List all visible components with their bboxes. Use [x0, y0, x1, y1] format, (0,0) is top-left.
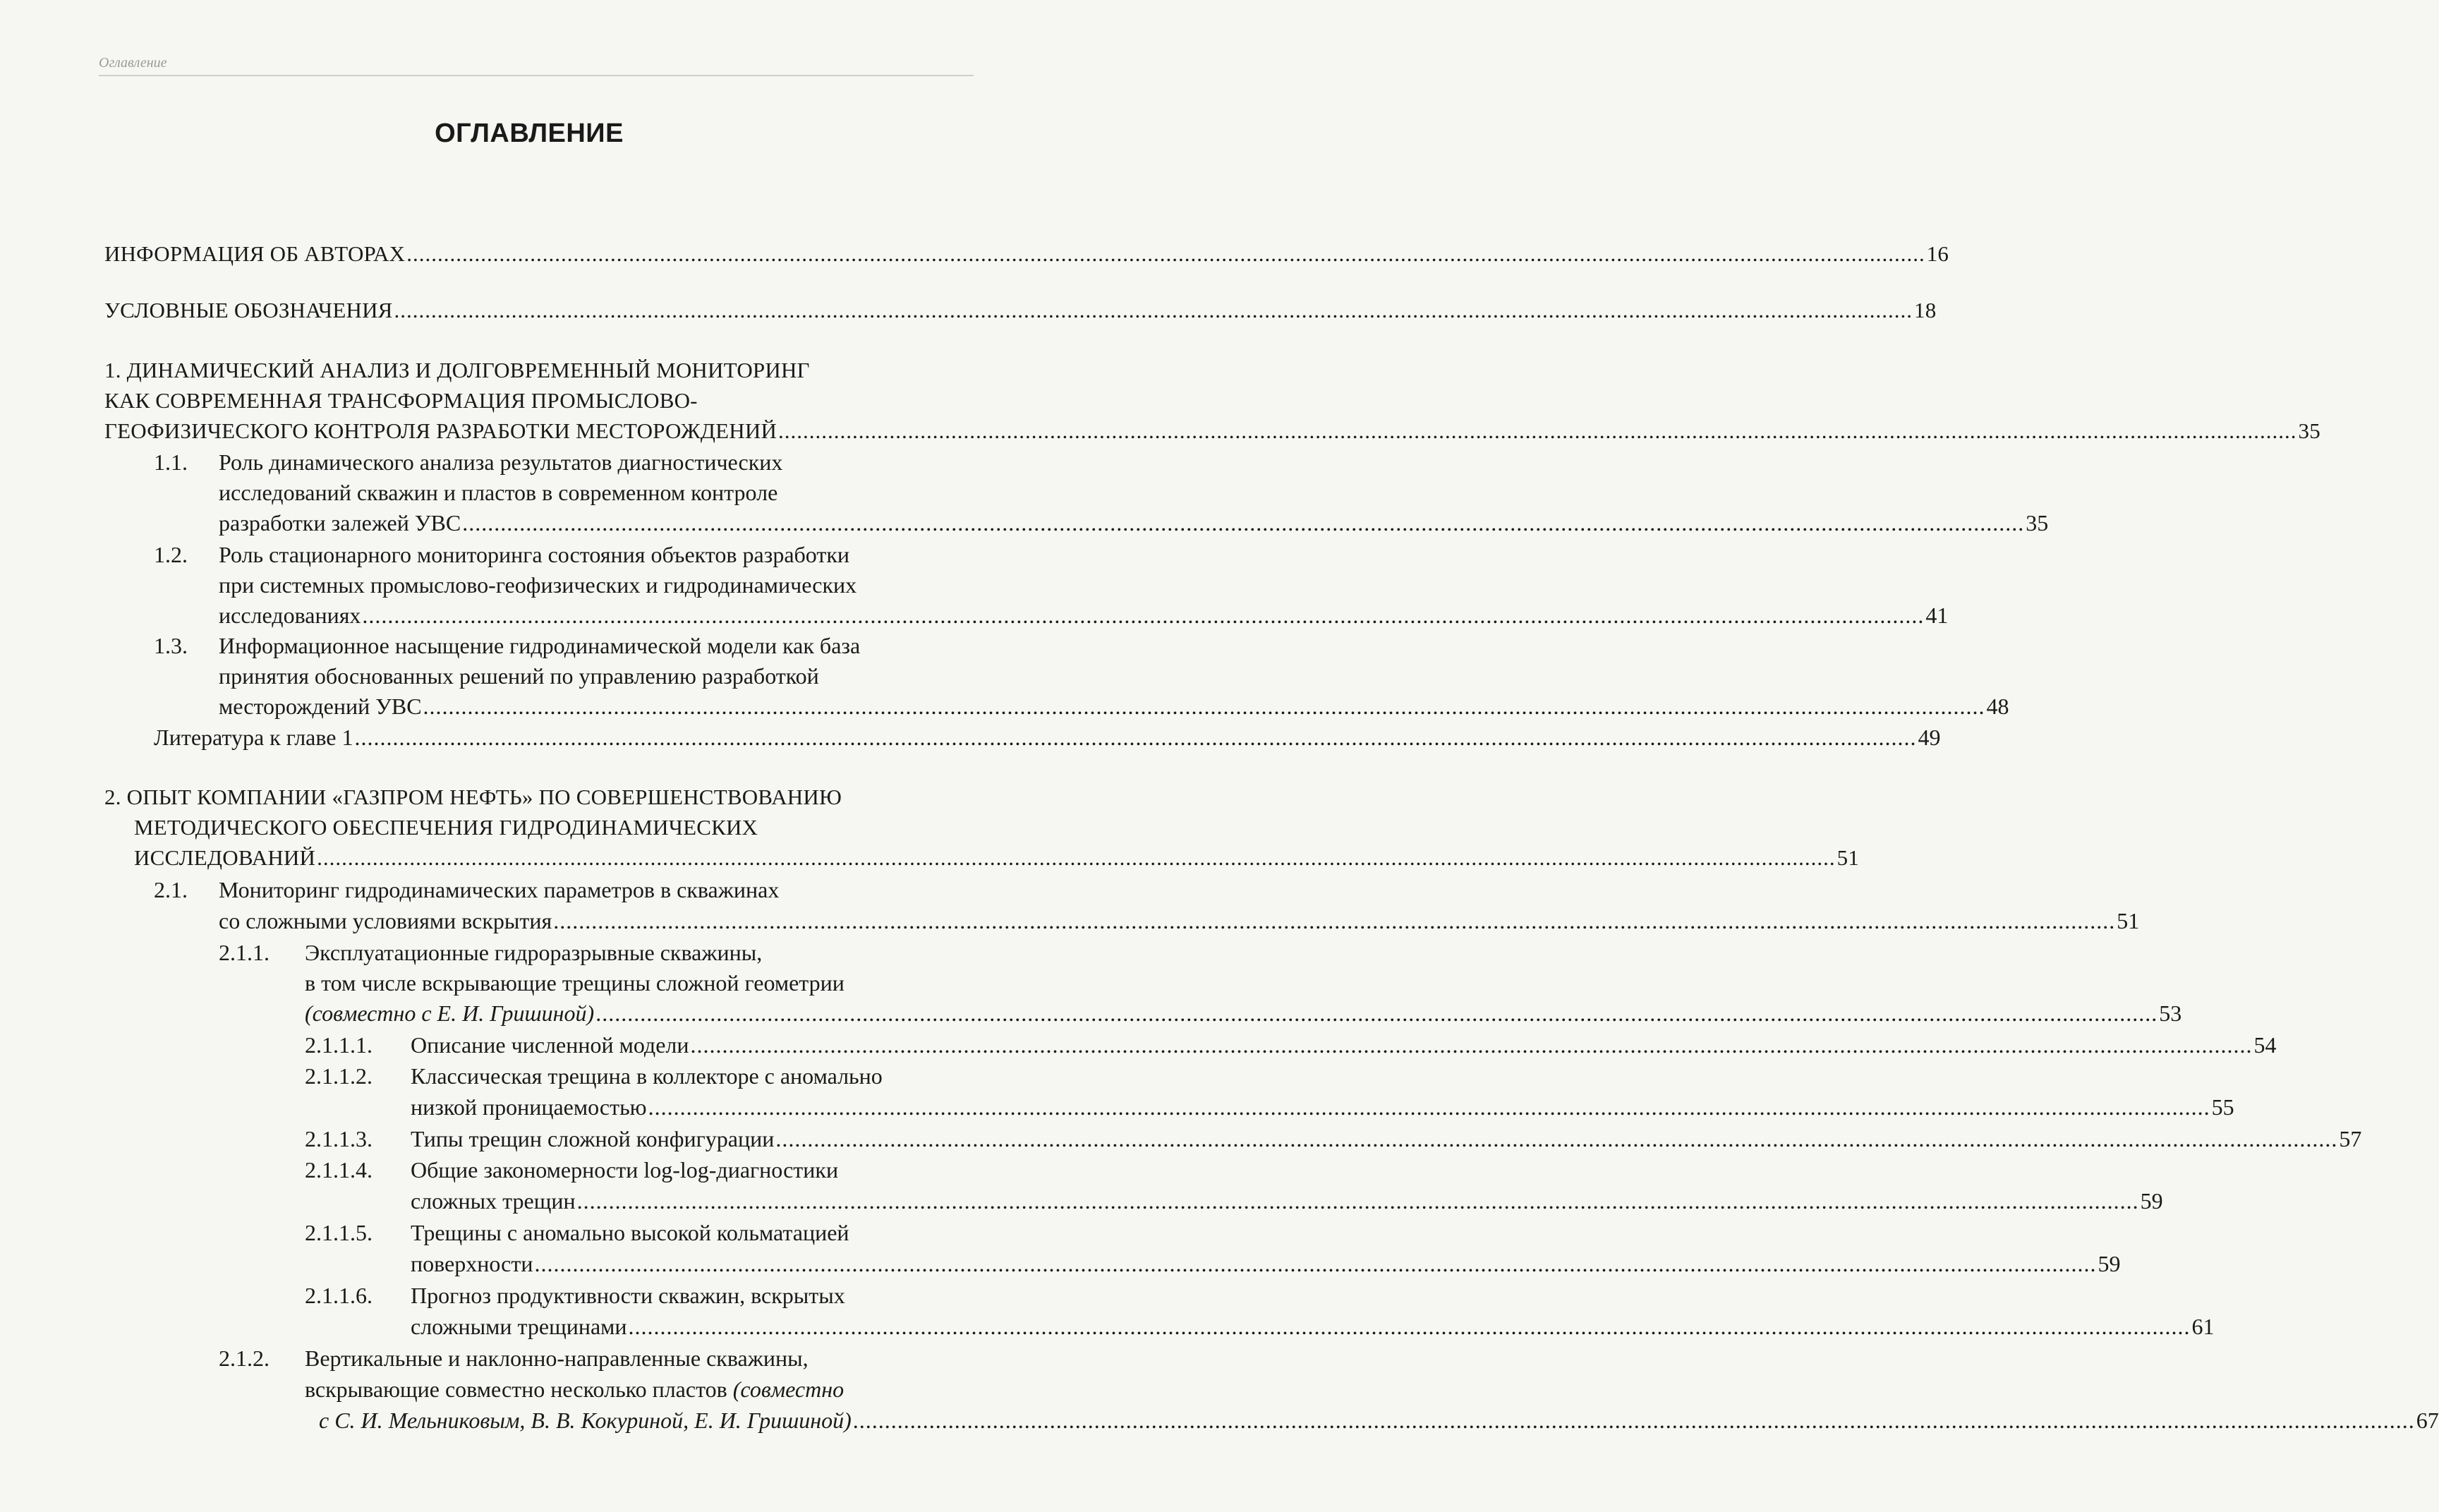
toc-entry-s1-1[interactable]: [219, 509, 2049, 537]
running-title: Оглавление: [99, 55, 167, 71]
toc-entry-title: низкой проницаемостью: [411, 1094, 647, 1120]
toc-entry-s2-1-1-4-line1: Общие закономерности log-log-диагностики: [411, 1157, 839, 1183]
toc-entry-title: УСЛОВНЫЕ ОБОЗНАЧЕНИЯ: [104, 298, 393, 322]
toc-entry-s2-1-2-line2: [305, 1375, 844, 1403]
toc-entry-s2-1-1-1[interactable]: [411, 1031, 2277, 1059]
toc-entry-s2-1[interactable]: [219, 907, 2140, 935]
toc-entry-s2-1-1-6[interactable]: [411, 1312, 2215, 1341]
page-title: ОГЛАВЛЕНИЕ: [435, 119, 624, 148]
toc-entry-s2-1-1-line1: Эксплуатационные гидроразрывные скважины,: [305, 940, 763, 965]
toc-entry-s2-1-1-6-line1: Прогноз продуктивности скважин, вскрытых: [411, 1283, 845, 1308]
section-number: 2.1.2.: [219, 1345, 270, 1371]
page-number: 41: [1925, 603, 1949, 628]
section-number: 2.: [104, 785, 121, 809]
page-number: 18: [1914, 298, 1937, 322]
toc-entry-s2-1-1-2[interactable]: [411, 1093, 2234, 1121]
toc-entry-ch2-line2: МЕТОДИЧЕСКОГО ОБЕСПЕЧЕНИЯ ГИДРОДИНАМИЧЕСКИХ: [134, 815, 758, 840]
dot-leader: ......................................................................................................................................................................................................................................................: [462, 510, 2025, 536]
toc-entry-s1-2[interactable]: [219, 601, 1949, 629]
section-number: 2.1.1.5.: [305, 1220, 373, 1245]
toc-entry-title: сложными трещинами: [411, 1314, 627, 1339]
section-number: 1.1.: [154, 449, 188, 475]
section-number: 2.1.1.4.: [305, 1157, 373, 1183]
page-number: 49: [1918, 725, 1941, 750]
dot-leader: ......................................................................................................................................................................................................................................................: [534, 1251, 2097, 1276]
dot-leader: ......................................................................................................................................................................................................................................................: [406, 241, 1925, 266]
section-number: 2.1.1.6.: [305, 1283, 373, 1308]
toc-entry-s2-1-1-2-line1: Классическая трещина в коллекторе с аномально: [411, 1063, 883, 1089]
dot-leader: ......................................................................................................................................................................................................................................................: [778, 418, 2297, 443]
page-number: 55: [2211, 1094, 2234, 1120]
toc-entry-title: вскрывающие совместно несколько пластов: [305, 1377, 727, 1402]
dot-leader: ......................................................................................................................................................................................................................................................: [394, 298, 1913, 322]
toc-entry-title: разработки залежей УВС: [219, 510, 461, 536]
toc-entry-ch2[interactable]: [134, 844, 1860, 872]
page-number: 57: [2339, 1126, 2362, 1151]
section-number: 1.3.: [154, 633, 188, 658]
section-number: 1.2.: [154, 542, 188, 567]
section-number: 2.1.: [154, 877, 188, 902]
toc-entry-s2-1-1-5-line1: Трещины с аномально высокой кольматацией: [411, 1220, 849, 1245]
toc-entry-title: ИНФОРМАЦИЯ ОБ АВТОРАХ: [104, 241, 406, 266]
toc-entry-literature-1[interactable]: [154, 723, 1941, 751]
page-number: 48: [1986, 694, 2009, 719]
toc-entry-s2-1-1[interactable]: [305, 999, 2182, 1027]
toc-entry-ch1[interactable]: [104, 417, 2320, 445]
toc-entry-s2-1-1-4[interactable]: [411, 1187, 2163, 1215]
toc-entry-s1-3[interactable]: [219, 692, 2009, 720]
page-number: 51: [1836, 845, 1860, 870]
page-number: 16: [1926, 241, 1949, 266]
toc-entry-title: Описание численной модели: [411, 1032, 689, 1058]
toc-entry-title: ГЕОФИЗИЧЕСКОГО КОНТРОЛЯ РАЗРАБОТКИ МЕСТОРОЖДЕНИЙ: [104, 418, 777, 443]
dot-leader: ......................................................................................................................................................................................................................................................: [362, 603, 1925, 628]
toc-entry-s1-2-line1: Роль стационарного мониторинга состояния объектов разработки: [219, 542, 850, 567]
page-number: 35: [2298, 418, 2320, 443]
page-number: 61: [2191, 1314, 2215, 1339]
section-number: 2.1.1.2.: [305, 1063, 373, 1089]
section-number: 2.1.1.3.: [305, 1126, 373, 1151]
toc-entry-coauthor: с С. И. Мельниковым, В. В. Кокуриной, Е. И. Гришиной): [319, 1408, 852, 1433]
dot-leader: ......................................................................................................................................................................................................................................................: [553, 908, 2116, 933]
dot-leader: ......................................................................................................................................................................................................................................................: [690, 1032, 2253, 1058]
toc-entry-title: исследованиях: [219, 603, 361, 628]
dot-leader: ......................................................................................................................................................................................................................................................: [576, 1188, 2139, 1214]
toc-entry-s2-1-1-line2: в том числе вскрывающие трещины сложной геометрии: [305, 970, 845, 996]
dot-leader: ......................................................................................................................................................................................................................................................: [317, 845, 1836, 870]
page-number: 59: [2098, 1251, 2121, 1276]
toc-entry-s1-1-line2: исследований скважин и пластов в современном контроле: [219, 480, 778, 505]
toc-entry-title: месторождений УВС: [219, 694, 422, 719]
toc-entry-coauthor-start: (совместно: [727, 1377, 845, 1402]
toc-entry-s2-1-1-3[interactable]: [411, 1125, 2362, 1153]
dot-leader: ......................................................................................................................................................................................................................................................: [354, 725, 1917, 750]
page-number: 35: [2026, 510, 2049, 536]
dot-leader: ......................................................................................................................................................................................................................................................: [852, 1408, 2415, 1433]
toc-entry-ch1-line1: [104, 356, 810, 385]
toc-entry-symbols[interactable]: [104, 296, 1937, 325]
toc-entry-s1-1-line1: Роль динамического анализа результатов диагностических: [219, 449, 783, 475]
dot-leader: ......................................................................................................................................................................................................................................................: [423, 694, 1985, 719]
toc-entry-title: поверхности: [411, 1251, 533, 1276]
toc-entry-authors[interactable]: [104, 240, 1949, 268]
dot-leader: ......................................................................................................................................................................................................................................................: [775, 1126, 2338, 1151]
toc-entry-title: Типы трещин сложной конфигурации: [411, 1126, 775, 1151]
toc-entry-s1-3-line1: Информационное насыщение гидродинамической модели как база: [219, 633, 861, 658]
dot-leader: ......................................................................................................................................................................................................................................................: [628, 1314, 2191, 1339]
toc-entry-ch1-line2: КАК СОВРЕМЕННАЯ ТРАНСФОРМАЦИЯ ПРОМЫСЛОВО-: [104, 388, 698, 413]
toc-entry-title: Литература к главе 1: [154, 725, 353, 750]
toc-entry-title: сложных трещин: [411, 1188, 576, 1214]
toc-entry-s2-1-2-line1: Вертикальные и наклонно-направленные скважины,: [305, 1345, 809, 1371]
toc-entry-ch2-line1: [104, 783, 842, 811]
dot-leader: ......................................................................................................................................................................................................................................................: [648, 1094, 2210, 1120]
toc-entry-s2-1-2[interactable]: [319, 1406, 2439, 1434]
dot-leader: ......................................................................................................................................................................................................................................................: [595, 1000, 2158, 1026]
toc-entry-s1-2-line2: при системных промыслово-геофизических и гидродинамических: [219, 572, 857, 598]
toc-entry-coauthor: (совместно с Е. И. Гришиной): [305, 1000, 595, 1026]
toc-entry-s1-3-line2: принятия обоснованных решений по управлению разработкой: [219, 663, 819, 689]
page-number: 59: [2140, 1188, 2163, 1214]
page-number: 67: [2416, 1408, 2439, 1433]
section-number: 2.1.1.: [219, 940, 270, 965]
toc-entry-title: ОПЫТ КОМПАНИИ «ГАЗПРОМ НЕФТЬ» ПО СОВЕРШЕНСТВОВАНИЮ: [126, 785, 842, 809]
toc-entry-title: ДИНАМИЧЕСКИЙ АНАЛИЗ И ДОЛГОВРЕМЕННЫЙ МОНИТОРИНГ: [126, 358, 810, 382]
page-number: 53: [2159, 1000, 2182, 1026]
toc-entry-title: со сложными условиями вскрытия: [219, 908, 552, 933]
page-number: 51: [2117, 908, 2140, 933]
section-number: 1.: [104, 358, 121, 382]
page-number: 54: [2253, 1032, 2277, 1058]
toc-entry-title: ИССЛЕДОВАНИЙ: [134, 845, 316, 870]
toc-entry-s2-1-1-5[interactable]: [411, 1250, 2121, 1278]
toc-entry-s2-1-line1: Мониторинг гидродинамических параметров в скважинах: [219, 877, 780, 902]
section-number: 2.1.1.1.: [305, 1032, 373, 1058]
